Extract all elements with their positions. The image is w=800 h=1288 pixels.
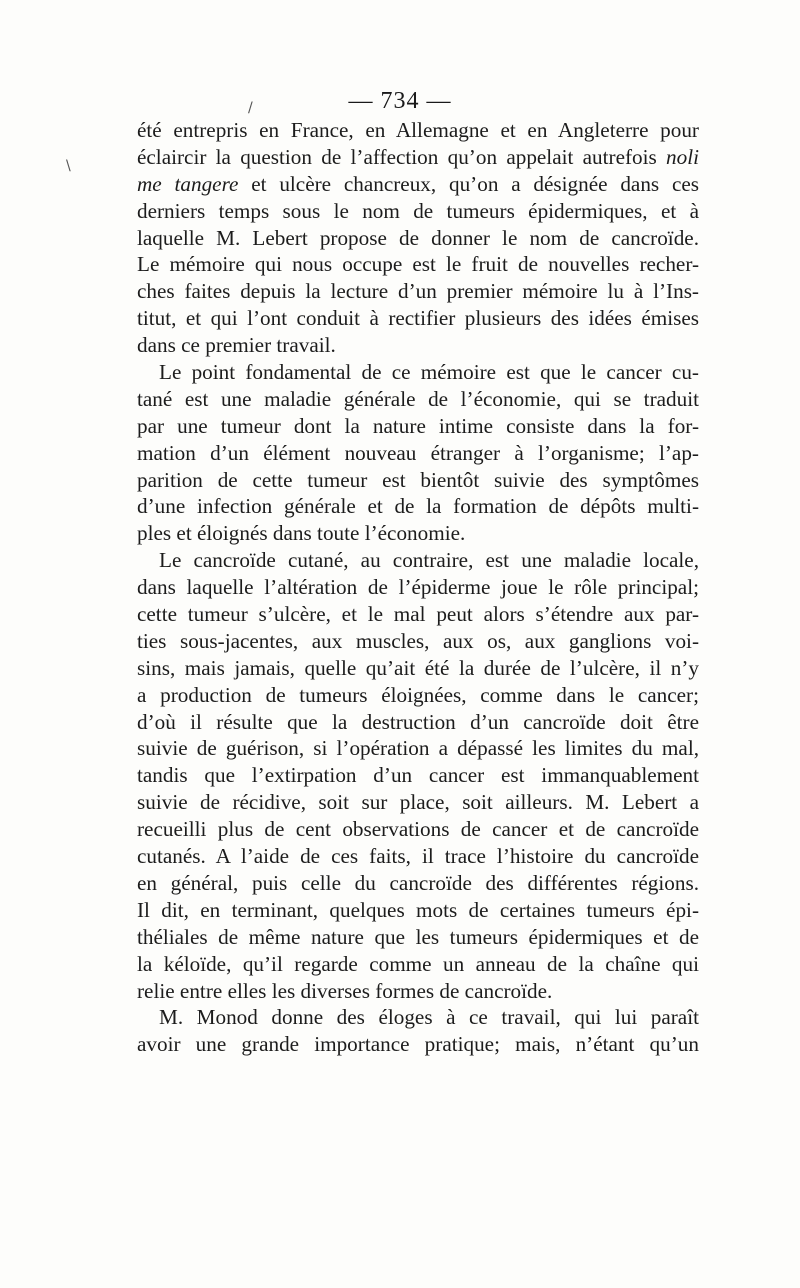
- text-line: la kéloïde, qu’il regarde comme un anneau de la chaîne qui: [137, 951, 699, 976]
- text-line: [137, 144, 699, 171]
- text-line: ches faites depuis la lecture d’un premier mémoire lu à l’Ins-: [137, 279, 699, 304]
- text-line: Le cancroïde cutané, au contraire, est une maladie locale,: [159, 548, 699, 573]
- text-line: titut, et qui l’ont conduit à rectifier plusieurs des idées émises: [137, 306, 699, 331]
- text-line: tané est une maladie générale de l’économie, qui se traduit: [137, 386, 699, 411]
- text-line: dans laquelle l’altération de l’épiderme joue le rôle principal;: [137, 575, 699, 600]
- text-line: suivie de guérison, si l’opération a dépassé les limites du mal,: [137, 736, 699, 761]
- text-line: d’où il résulte que la destruction d’un cancroïde doit être: [137, 709, 699, 734]
- text-line: a production de tumeurs éloignées, comme dans le cancer;: [137, 682, 699, 707]
- latin-term: me tangere: [137, 171, 239, 196]
- stray-ink-mark: /: [248, 100, 253, 116]
- text-line: recueilli plus de cent observations de cancer et de cancroïde: [137, 817, 699, 842]
- text-line: avoir une grande importance pratique; mais, n’étant qu’un: [137, 1032, 699, 1057]
- text-line: parition de cette tumeur est bientôt suivie des symptômes: [137, 467, 699, 492]
- stray-ink-mark: \: [66, 158, 71, 174]
- text-segment: et ulcère chancreux, qu’on a désignée dans ces: [251, 171, 700, 196]
- page-number: — 734 —: [348, 88, 452, 114]
- body-text: [137, 117, 699, 1058]
- text-line: ples et éloignés dans toute l’économie.: [137, 521, 466, 546]
- paragraph: [137, 117, 699, 359]
- text-line: suivie de récidive, soit sur place, soit ailleurs. M. Lebert a: [137, 790, 699, 815]
- text-line: Il dit, en terminant, quelques mots de certaines tumeurs épi-: [137, 897, 699, 922]
- text-line: Le mémoire qui nous occupe est le fruit de nouvelles recher-: [137, 252, 699, 277]
- paragraph: [137, 547, 699, 1004]
- text-line: cutanés. A l’aide de ces faits, il trace l’histoire du cancroïde: [137, 844, 699, 869]
- text-line: relie entre elles les diverses formes de cancroïde.: [137, 978, 553, 1003]
- text-line: en général, puis celle du cancroïde des différentes régions.: [137, 870, 699, 895]
- text-line: mation d’un élément nouveau étranger à l’organisme; l’ap-: [137, 440, 699, 465]
- paragraph: [137, 1004, 699, 1058]
- text-line: dans ce premier travail.: [137, 333, 336, 358]
- text-line: cette tumeur s’ulcère, et le mal peut alors s’étendre aux par-: [137, 602, 699, 627]
- text-line: été entrepris en France, en Allemagne et en Angleterre pour: [137, 118, 699, 142]
- text-line: M. Monod donne des éloges à ce travail, qui lui paraît: [159, 1005, 699, 1030]
- paragraph: [137, 359, 699, 547]
- text-line: théliales de même nature que les tumeurs épidermiques et de: [137, 924, 699, 949]
- text-line: derniers temps sous le nom de tumeurs épidermiques, et à: [137, 198, 699, 223]
- text-line: laquelle M. Lebert propose de donner le nom de cancroïde.: [137, 225, 699, 250]
- text-line: par une tumeur dont la nature intime consiste dans la for-: [137, 413, 699, 438]
- text-line: [137, 171, 699, 198]
- text-line: sins, mais jamais, quelle qu’ait été la durée de l’ulcère, il n’y: [137, 655, 699, 680]
- text-line: Le point fondamental de ce mémoire est que le cancer cu-: [159, 360, 699, 385]
- latin-term: noli: [666, 144, 699, 169]
- text-line: ties sous-jacentes, aux muscles, aux os, aux ganglions voi-: [137, 628, 699, 653]
- text-line: tandis que l’extirpation d’un cancer est immanquablement: [137, 763, 699, 788]
- text-line: d’une infection générale et de la formation de dépôts multi-: [137, 494, 699, 519]
- text-segment: éclaircir la question de l’affection qu’on appelait autrefois: [137, 144, 667, 169]
